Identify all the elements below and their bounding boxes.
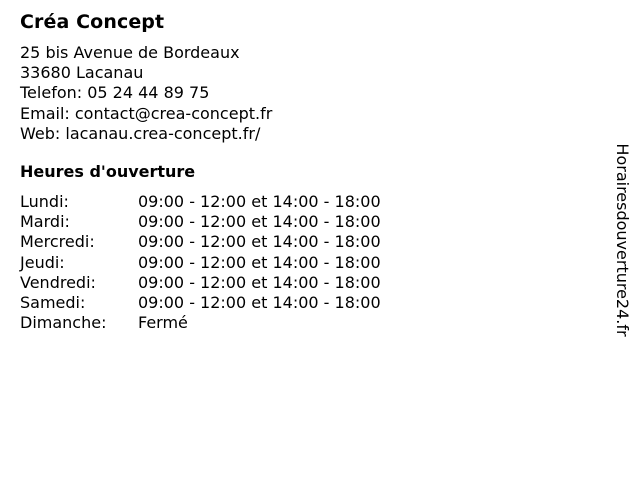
phone-label: Telefon: [20,83,83,103]
city-line: 33680 Lacanau [20,63,144,83]
hours-row-vendredi [20,273,381,293]
opening-hours-table [20,192,381,333]
opening-hours-heading: Heures d'ouverture [20,162,196,182]
hours-row-jeudi [20,253,381,273]
business-card [20,10,600,333]
day-label: Mardi: [20,212,70,232]
day-hours: 09:00 - 12:00 et 14:00 - 18:00 [138,212,381,232]
hours-row-lundi [20,192,381,212]
street-address: 25 bis Avenue de Bordeaux [20,43,240,62]
day-label: Jeudi: [20,252,65,272]
hours-row-dimanche [20,313,381,333]
phone-line [20,83,600,103]
day-label: Lundi: [20,192,69,212]
day-label: Samedi: [20,293,86,313]
day-label: Dimanche: [20,313,107,333]
website-link[interactable]: lacanau.crea-concept.fr/ [65,123,261,143]
day-hours: 09:00 - 12:00 et 14:00 - 18:00 [138,272,381,292]
day-hours: 09:00 - 12:00 et 14:00 - 18:00 [138,293,381,313]
email-line [20,104,600,124]
hours-row-mardi [20,212,381,232]
email-link[interactable]: contact@crea-concept.fr [74,103,273,123]
day-label: Mercredi: [20,232,95,252]
phone-number[interactable]: 05 24 44 89 75 [87,83,210,103]
business-name: Créa Concept [20,11,165,33]
day-label: Vendredi: [20,272,96,292]
day-hours: 09:00 - 12:00 et 14:00 - 18:00 [138,232,381,252]
site-watermark: Horairesdouverture24.fr [613,143,632,337]
email-label: Email: [20,103,70,123]
web-line [20,124,600,144]
hours-row-samedi [20,293,381,313]
hours-row-mercredi [20,232,381,252]
web-label: Web: [20,123,61,143]
day-hours: 09:00 - 12:00 et 14:00 - 18:00 [138,192,381,212]
day-hours: Fermé [138,313,188,333]
day-hours: 09:00 - 12:00 et 14:00 - 18:00 [138,252,381,272]
